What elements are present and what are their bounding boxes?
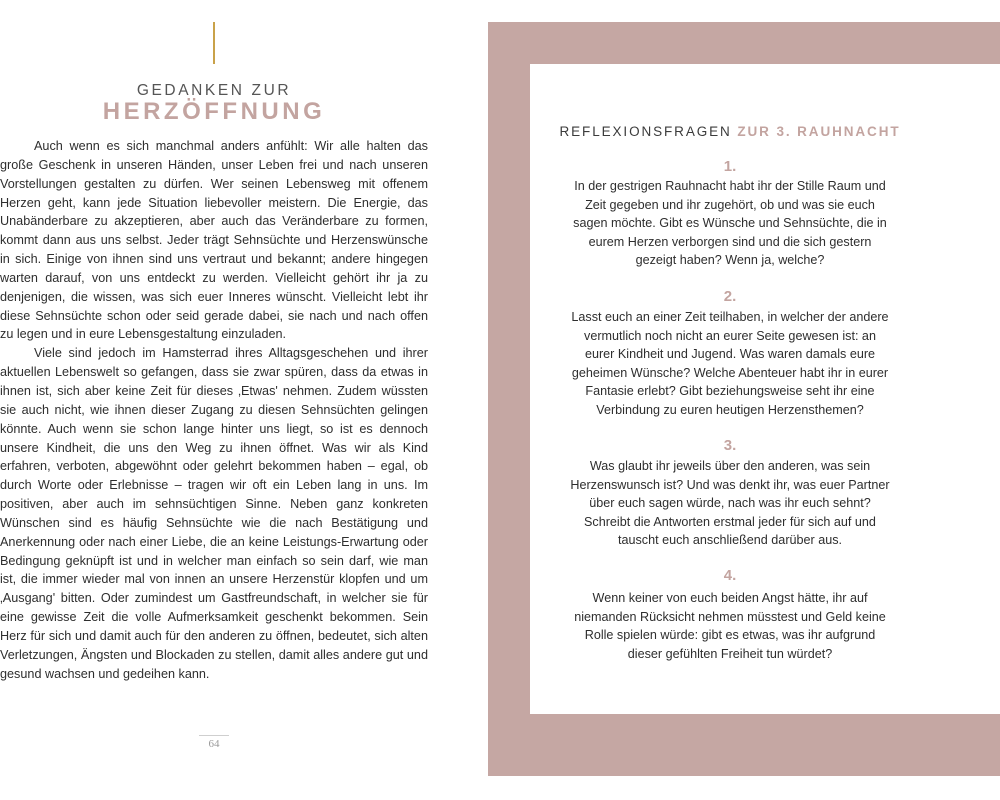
- gold-divider: [213, 22, 215, 64]
- chapter-heading-title: HERZÖFFNUNG: [102, 98, 326, 125]
- question-text: Was glaubt ihr jeweils über den anderen, was sein Herzenswunsch ist? Und was denkt ihr, was euer Partner über euch sagen würde, nach was ihr euch sehnt? Schreibt die Antworten erstmal jeder für sich auf und tauscht euch anschließend darüber aus.: [570, 459, 890, 548]
- questions-title-accent: ZUR 3. RAUHNACHT: [737, 124, 901, 139]
- paragraph: Viele sind jedoch im Hamsterrad ihres Alltagsgeschehen und ihrer aktuellen Lebenswelt so gefangen, dass sie zwar spüren, dass da etwas in ihnen ist, sich aber keine Zeit für dieses ‚Etwas' nehmen. Zudem wüssten sie auch nicht, wie ihnen dieser Zugang zu diesen Sehnsüchten gelingen könnte. Auch wenn sie schon lange hinter uns liegt, so ist es dennoch unsere Kindheit, die uns den Weg zu ihnen öffnet. Was wir als Kind erfahren, verboten, abgewöhnt oder gelehrt bekommen haben – egal, ob durch Worte oder Erlebnisse – tragen wir oft ein Leben lang in uns. Im positiven, aber auch im sehnsüchtigen Sinne. Neben ganz konkreten Wünschen sind es häufig Sehnsüchte wie die nach Bestätigung und Anerkennung oder nach einer Liebe, die an keine Leistungs-Erwartung oder Bedingung geknüpft ist und in welcher man einfach so sein darf, wie man ist, die immer wieder mal von innen an unsere Herzenstür klopfen und um ‚Ausgang' bitten. Oder zumindest um Gastfreundschaft, in welcher sie für eine gewisse Zeit die volle Aufmerksamkeit geschenkt bekommen. Sein Herz für sich und damit auch für den anderen zu öffnen, bedeutet, sich alten Verletzungen, Ängsten und Blockaden zu stellen, damit alles andere gut und gesund wachsen und gedeihen kann.: [0, 346, 428, 681]
- body-text: [0, 137, 428, 683]
- questions-card: [530, 64, 1000, 714]
- question-number: 4.: [723, 567, 737, 584]
- question-number: 3.: [723, 437, 737, 454]
- left-page: [0, 0, 488, 800]
- question-number: 1.: [723, 158, 737, 175]
- right-page-panel: [488, 22, 1000, 776]
- question-text: Wenn keiner von euch beiden Angst hätte, ihr auf niemanden Rücksicht nehmen müsstest und Geld keine Rolle spielen würde: gibt es etwas, was ihr aufgrund dieser gefühlten Freiheit tun würdet?: [574, 591, 886, 661]
- page-number: 64: [208, 738, 220, 750]
- questions-title-prefix: REFLEXIONSFRAGEN: [559, 124, 732, 139]
- paragraph: Auch wenn es sich manchmal anders anfühlt: Wir alle halten das große Geschenk in unseren Händen, unser Leben frei und nach unseren Vorstellungen gestalten zu dürfen. Wer seinen Lebensweg mit offenem Herzen geht, kann jede Situation liebevoller meistern. Die Energie, das Unabänderbare zu akzeptieren, aber auch das Veränderbare zu formen, kommt dann aus uns selbst. Jeder trägt Sehnsüchte und Herzenswünsche in sich. Einige von ihnen sind uns vertraut und bekannt; andere hingegen warten darauf, von uns entdeckt zu werden. Vielleicht gehört ihr ja zu denjenigen, die wissen, was sich euer Inneres wünscht. Vielleicht lebt ihr diese Sehnsüchte schon oder seid gerade dabei, sie nach und nach offen zu legen und in eure Lebensgestaltung einzuladen.: [0, 139, 428, 342]
- question-text: Lasst euch an einer Zeit teilhaben, in welcher der andere vermutlich noch nicht an eurer Seite gewesen ist: an eurer Kindheit und Jugend. Was waren damals eure geheimen Wünsche? Welche Abenteuer habt ihr in eurer Fantasie erlebt? Gibt beziehungsweise seht ihr eine Verbindung zu euren heutigen Herzensthemen?: [571, 310, 889, 417]
- question-text: In der gestrigen Rauhnacht habt ihr der Stille Raum und Zeit gegeben und ihr zugehört, ob und was sie euch sagen möchte. Gibt es Wünsche und Sehnsüchte, die in eurem Herzen verborgen sind und die sich gestern gezeigt haben? Wenn ja, welche?: [573, 179, 887, 268]
- page-number-rule: [199, 735, 229, 736]
- question-number: 2.: [723, 288, 737, 305]
- chapter-heading-small: GEDANKEN ZUR: [136, 82, 292, 99]
- questions-title: [530, 124, 930, 139]
